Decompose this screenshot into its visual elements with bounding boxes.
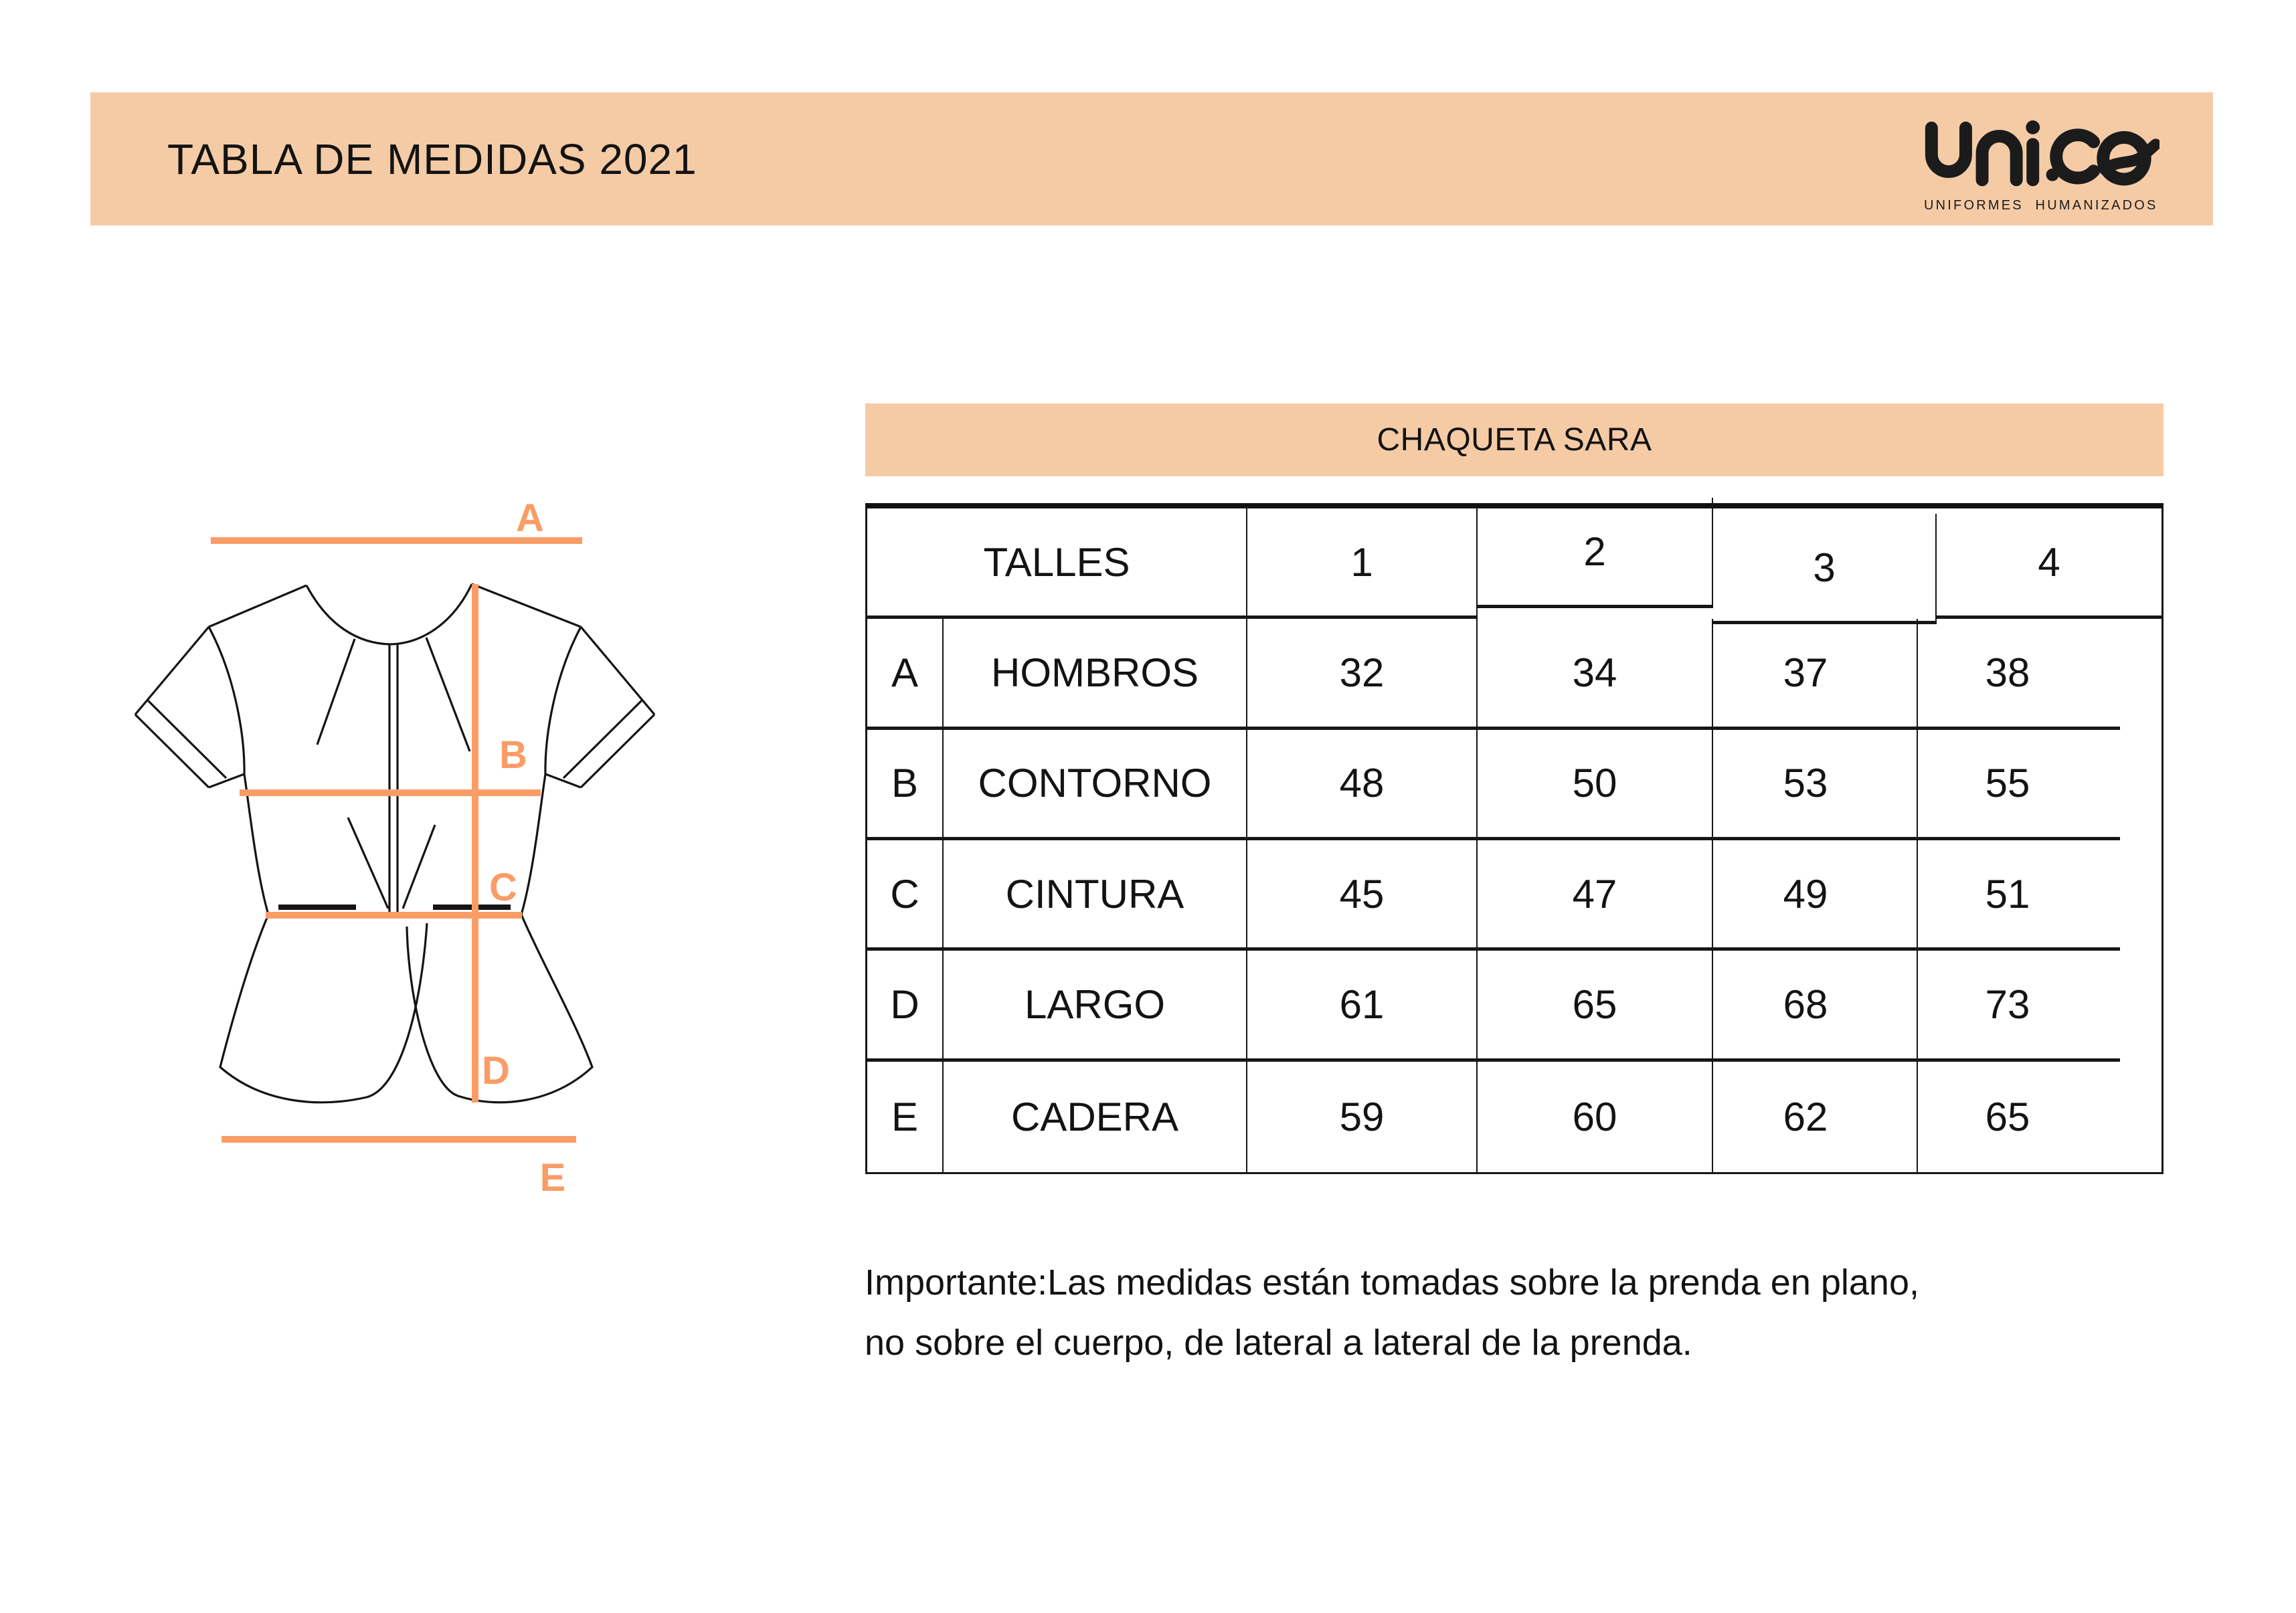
neckline bbox=[306, 584, 472, 644]
value-cell: 59 bbox=[1247, 1062, 1478, 1172]
value-cell: 47 bbox=[1478, 840, 1713, 951]
armhole-right bbox=[545, 627, 581, 774]
value-cell: 38 bbox=[1895, 619, 2120, 729]
measure-label-c: C bbox=[489, 866, 517, 909]
value-cell: 48 bbox=[1247, 730, 1478, 840]
value-cell: 32 bbox=[1247, 619, 1478, 729]
important-note bbox=[865, 1252, 1919, 1373]
logo-tagline: UNIFORMES HUMANIZADOS bbox=[1924, 198, 2158, 213]
value-cell: 45 bbox=[1247, 840, 1478, 951]
value-cell: 49 bbox=[1694, 840, 1918, 951]
size-column-header: 3 bbox=[1713, 514, 1937, 624]
brand-logo bbox=[1924, 119, 2159, 213]
value-cell: 62 bbox=[1694, 1062, 1918, 1172]
armhole-left bbox=[209, 627, 244, 774]
measure-label-e: E bbox=[539, 1156, 566, 1200]
row-name-cell: CINTURA bbox=[944, 840, 1247, 951]
row-letter-cell: D bbox=[867, 951, 944, 1061]
size-table bbox=[865, 503, 2163, 1174]
value-cell: 37 bbox=[1694, 619, 1918, 729]
row-name-cell: HOMBROS bbox=[944, 619, 1247, 729]
value-cell: 50 bbox=[1478, 730, 1713, 840]
size-column-header: 4 bbox=[1937, 508, 2161, 619]
pleat-line bbox=[426, 638, 470, 751]
page-title: TABLA DE MEDIDAS 2021 bbox=[167, 134, 697, 183]
value-cell: 51 bbox=[1895, 840, 2120, 951]
row-letter-cell: A bbox=[867, 619, 944, 729]
unico-logo-icon bbox=[1924, 119, 2159, 190]
measure-label-d: D bbox=[482, 1049, 510, 1093]
value-cell: 55 bbox=[1895, 730, 2120, 840]
measure-label-b: B bbox=[499, 733, 527, 777]
value-cell: 34 bbox=[1478, 619, 1713, 729]
value-cell: 61 bbox=[1247, 951, 1478, 1061]
product-header-bar bbox=[865, 403, 2163, 476]
row-letter-cell: C bbox=[867, 840, 944, 951]
garment-measure-diagram bbox=[94, 495, 736, 1338]
garment-outline bbox=[135, 584, 654, 1103]
value-cell: 60 bbox=[1478, 1062, 1713, 1172]
header-band bbox=[90, 92, 2213, 225]
size-header-cell: TALLES bbox=[867, 508, 1247, 619]
note-line-1: Importante:Las medidas están tomadas sobre la prenda en plano, bbox=[865, 1262, 1919, 1303]
value-cell: 73 bbox=[1895, 951, 2120, 1061]
row-letter-cell: B bbox=[867, 730, 944, 840]
value-cell: 53 bbox=[1694, 730, 1918, 840]
pleat-line bbox=[348, 818, 388, 909]
peplum-left-panel bbox=[220, 915, 427, 1103]
product-name: CHAQUETA SARA bbox=[1377, 422, 1652, 458]
size-column-header: 1 bbox=[1247, 508, 1478, 619]
measure-label-a: A bbox=[516, 496, 544, 540]
pleat-line bbox=[317, 639, 355, 745]
row-name-cell: CADERA bbox=[944, 1062, 1247, 1172]
row-name-cell: CONTORNO bbox=[944, 730, 1247, 840]
pleat-line bbox=[403, 825, 435, 909]
note-line-2: no sobre el cuerpo, de lateral a lateral de la prenda. bbox=[865, 1323, 1692, 1363]
value-cell: 65 bbox=[1985, 1094, 2030, 1139]
row-letter-cell: E bbox=[867, 1062, 944, 1172]
size-column-header: 2 bbox=[1478, 498, 1713, 608]
row-name-cell: LARGO bbox=[944, 951, 1247, 1061]
value-cell: 68 bbox=[1694, 951, 1918, 1061]
value-cell: 65 bbox=[1478, 951, 1713, 1061]
